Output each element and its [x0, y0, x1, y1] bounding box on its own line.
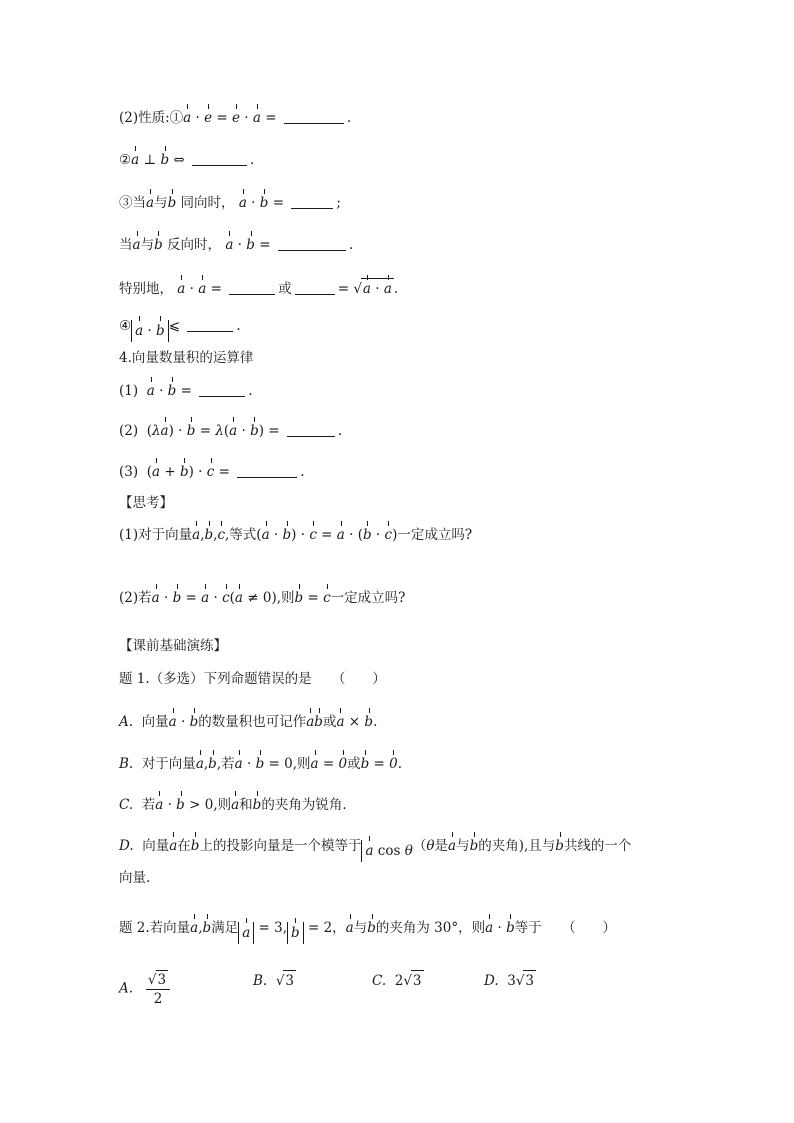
question-1-option-c: C. 若a · b > 0,则a和b的夹角为锐角. [119, 797, 347, 813]
answer-blank [199, 382, 245, 397]
answer-blank [192, 151, 247, 166]
think-question-2: (2)若a · b = a · c(a ≠ 0),则b = c一定成立吗? [119, 590, 406, 606]
property-1-line: (2)性质:①a · e = e · a = . [119, 110, 352, 126]
question-1-option-d: D. 向量a在b上的投影向量是一个模等于 a cos θ（θ是a与b的夹角),且与b共线的一个 [119, 836, 631, 862]
rule-3-line: (3) (a + b) · c = . [119, 464, 305, 480]
answer-blank [284, 109, 344, 124]
section-heading: 4.向量数量积的运算律 [119, 350, 254, 366]
property-3b-line: 当a与b 反向时， a · b = . [119, 237, 354, 253]
question-2-option-b: B. √3 [253, 970, 296, 991]
question-2-option-c: C. 2√3 [372, 970, 424, 991]
answer-blank [187, 317, 233, 332]
rule-1-line: (1) a · b = . [119, 383, 253, 399]
property-3-line: ③当a与b 同向时， a · b = ; [119, 195, 341, 211]
rule-2-line: (2) (λa) · b = λ(a · b) = . [119, 423, 343, 439]
answer-blank [237, 463, 297, 478]
answer-blank [291, 194, 333, 209]
question-1-option-a: A. 向量a · b的数量积也可记作ab或a × b. [119, 714, 378, 730]
think-heading: 【思考】 [119, 495, 173, 511]
answer-blank [287, 422, 335, 437]
question-2-stem: 题 2.若向量a,b满足 a = 3, b = 2，a与b的夹角为 30°，则a · b等于 （ ） [119, 918, 616, 944]
question-1-option-b: B. 对于向量a,b,若a · b = 0,则a = 0或b = 0. [119, 756, 403, 772]
question-2-option-d: D. 3√3 [484, 970, 536, 991]
special-case-line: 特别地， a · a = 或 = √a · a . [119, 278, 398, 299]
property-2-line: ②a ⊥ b ⇔ . [119, 152, 255, 168]
property-4-line: ④ a · b ⩽ . [119, 316, 241, 342]
answer-blank [295, 280, 335, 295]
answer-blank [278, 236, 346, 251]
question-1-stem: 题 1.（多选）下列命题错误的是 （ ） [119, 671, 386, 687]
think-question-1: (1)对于向量a,b,c,等式(a · b) · c = a · (b · c)一定成立吗? [119, 527, 473, 543]
question-1-option-d-cont: 向量. [119, 870, 151, 886]
answer-blank [229, 280, 275, 295]
question-2-option-a: A. $\frac{√3}{2}$ [119, 970, 170, 1008]
practice-heading: 【课前基础演练】 [119, 638, 227, 654]
